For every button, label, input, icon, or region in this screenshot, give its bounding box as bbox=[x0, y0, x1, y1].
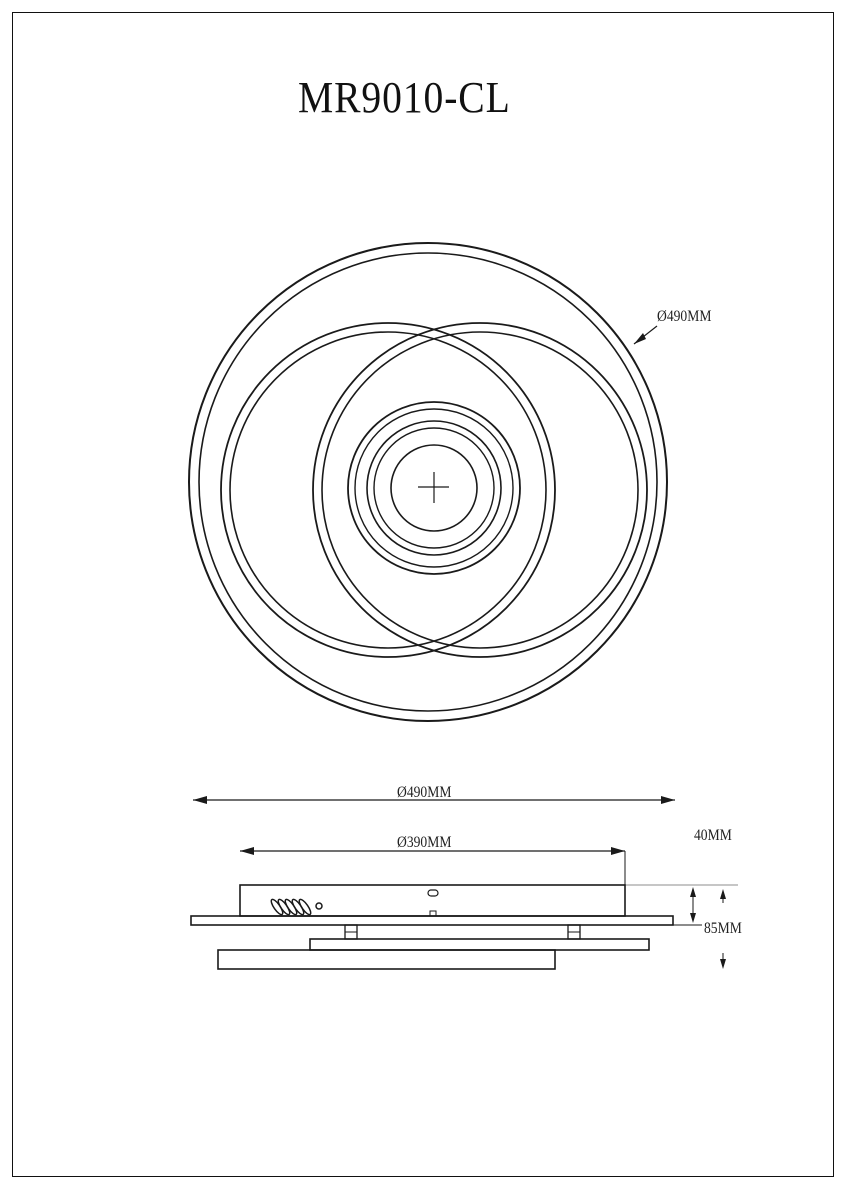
inner-width-arrow-left bbox=[240, 847, 254, 855]
middle-ring-profile bbox=[310, 939, 649, 950]
total-height-label: 85MM bbox=[704, 920, 742, 937]
total-height-arrow-down bbox=[720, 959, 726, 969]
back-plate bbox=[191, 916, 673, 925]
body-height-label: 40MM bbox=[694, 827, 732, 844]
total-height-arrow-up bbox=[720, 889, 726, 899]
body-height-arrow-up bbox=[690, 887, 696, 897]
housing-indicator-slot bbox=[428, 890, 438, 896]
inner-diameter-label: Ø390MM bbox=[397, 834, 452, 851]
model-title: MR9010-CL bbox=[298, 73, 511, 122]
lower-ring-profile bbox=[218, 950, 555, 969]
diameter-leader-arrow bbox=[634, 333, 646, 344]
left-ring-inner-edge bbox=[230, 332, 546, 648]
inner-width-arrow-right bbox=[611, 847, 625, 855]
right-ring-inner-edge bbox=[322, 332, 638, 648]
top-view bbox=[189, 243, 667, 721]
outer-diameter-label: Ø490MM bbox=[397, 784, 452, 801]
left-ring-outer-edge bbox=[221, 323, 555, 657]
body-height-arrow-down bbox=[690, 913, 696, 923]
outer-width-arrow-right bbox=[661, 796, 675, 804]
top-view-diameter-label: Ø490MM bbox=[657, 308, 712, 325]
wire-coil-icon bbox=[269, 898, 322, 916]
side-view bbox=[191, 796, 738, 969]
outer-width-arrow-left bbox=[193, 796, 207, 804]
right-ring-outer-edge bbox=[313, 323, 647, 657]
